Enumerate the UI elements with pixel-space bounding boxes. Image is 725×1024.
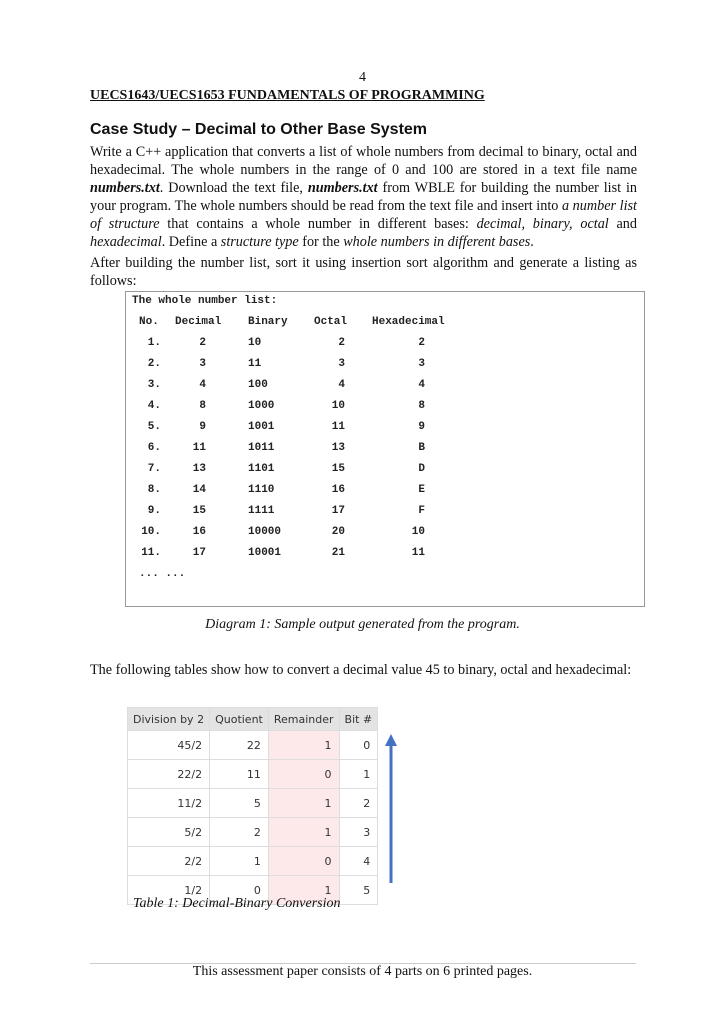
listing-cell: 15 <box>331 463 345 475</box>
table-cell: 1 <box>268 818 339 847</box>
sample-output-box <box>125 291 645 607</box>
decimal-binary-table <box>127 707 378 905</box>
listing-cell: 11. <box>141 547 161 559</box>
listing-cell: 2 <box>199 337 206 349</box>
listing-row <box>126 505 644 519</box>
listing-cell: 7. <box>147 463 161 475</box>
listing-cell: D <box>418 463 425 475</box>
table-cell: 1 <box>268 731 339 760</box>
table-cell: 3 <box>339 818 378 847</box>
listing-cell: 2 <box>338 337 345 349</box>
column-header: No. <box>139 316 159 328</box>
listing-cell: 10. <box>141 526 161 538</box>
description-paragraph <box>90 143 637 251</box>
table-header-cell: Division by 2 <box>128 708 210 731</box>
listing-cell: 11 <box>331 421 345 433</box>
table-header-cell: Quotient <box>210 708 269 731</box>
listing-cell: 6. <box>147 442 161 454</box>
text-run: . Download the text file, <box>159 180 308 196</box>
table-cell: 11/2 <box>128 789 210 818</box>
listing-row <box>126 358 644 372</box>
listing-cell: 1. <box>147 337 161 349</box>
table-cell: 1 <box>339 760 378 789</box>
table-cell: 11 <box>210 760 269 789</box>
table-cell: 1 <box>268 789 339 818</box>
up-arrow-icon <box>384 733 398 885</box>
listing-title <box>126 295 644 309</box>
listing-cell: 10 <box>331 400 345 412</box>
table-cell: 1 <box>210 847 269 876</box>
column-header: Octal <box>314 316 348 328</box>
listing-cell: 1001 <box>248 421 275 433</box>
listing-cell: 1111 <box>248 505 275 517</box>
table-cell: 22 <box>210 731 269 760</box>
listing-cell: 10001 <box>248 547 282 559</box>
column-header: Hexadecimal <box>372 316 445 328</box>
table-cell: 1 <box>268 876 339 905</box>
listing-row <box>126 421 644 435</box>
table-header-cell: Bit # <box>339 708 378 731</box>
listing-row <box>126 379 644 393</box>
listing-cell: 8. <box>147 484 161 496</box>
listing-cell: 1110 <box>248 484 275 496</box>
listing-cell: 8 <box>199 400 206 412</box>
listing-cell: 11 <box>192 442 206 454</box>
listing-cell: 10 <box>411 526 425 538</box>
listing-row <box>126 337 644 351</box>
text-run: whole numbers in different bases <box>343 234 531 250</box>
table-cell: 2 <box>339 789 378 818</box>
listing-cell: 11 <box>411 547 425 559</box>
listing-cell: 10 <box>248 337 262 349</box>
listing-cell: 14 <box>192 484 206 496</box>
table-row <box>128 789 378 818</box>
text-run: Write a C++ application that converts a list of whole numbers from decimal to binary, octal and hexadecimal. The whole numbers in the range of 0 and 100 are stored in a text file name <box>90 144 637 178</box>
listing-cell: 10000 <box>248 526 282 538</box>
table-cell: 1/2 <box>128 876 210 905</box>
listing-cell: 9. <box>147 505 161 517</box>
text-run: . <box>530 234 534 250</box>
text-run: for the <box>298 234 344 250</box>
text-run: a number list of structure <box>90 198 637 232</box>
listing-title-text: The whole number list: <box>132 295 278 307</box>
table-cell: 0 <box>339 731 378 760</box>
listing-cell: 20 <box>331 526 345 538</box>
listing-cell: 17 <box>331 505 345 517</box>
listing-cell: 9 <box>418 421 425 433</box>
column-header: Decimal <box>175 316 222 328</box>
table-row <box>128 847 378 876</box>
listing-row <box>126 442 644 456</box>
footer-text: This assessment paper consists of 4 parts on 6 printed pages. <box>192 964 533 979</box>
listing-cell: 4. <box>147 400 161 412</box>
listing-row <box>126 484 644 498</box>
table-caption: Table 1: Decimal-Binary Conversion <box>133 896 341 911</box>
listing-cell: 21 <box>331 547 345 559</box>
table-cell: 0 <box>210 876 269 905</box>
listing-cell: 4 <box>338 379 345 391</box>
ellipsis-text: ... ... <box>139 568 186 580</box>
table-cell: 5/2 <box>128 818 210 847</box>
table-cell: 2 <box>210 818 269 847</box>
listing-cell: 3 <box>199 358 206 370</box>
text-run: . Define a <box>161 234 221 250</box>
listing-cell: B <box>418 442 425 454</box>
listing-cell: 2 <box>418 337 425 349</box>
listing-cell: E <box>418 484 425 496</box>
listing-cell: 13 <box>192 463 206 475</box>
listing-row <box>126 526 644 540</box>
table-cell: 5 <box>210 789 269 818</box>
listing-cell: 16 <box>331 484 345 496</box>
table-cell: 2/2 <box>128 847 210 876</box>
table-header-cell: Remainder <box>268 708 339 731</box>
listing-cell: 3. <box>147 379 161 391</box>
page-number: 4 <box>359 70 366 85</box>
section-title: Case Study – Decimal to Other Base System <box>90 121 428 138</box>
listing-ellipsis <box>126 568 644 582</box>
listing-cell: 4 <box>418 379 425 391</box>
listing-cell: 17 <box>192 547 206 559</box>
text-run: numbers.txt <box>307 180 378 196</box>
listing-cell: 2. <box>147 358 161 370</box>
listing-cell: F <box>418 505 425 517</box>
tables-intro: The following tables show how to convert a decimal value 45 to binary, octal and hexadecimal: <box>90 662 632 678</box>
table-cell: 0 <box>268 847 339 876</box>
table-cell: 4 <box>339 847 378 876</box>
text-run: numbers.txt <box>90 180 160 196</box>
listing-row <box>126 400 644 414</box>
listing-row <box>126 547 644 561</box>
diagram-caption: Diagram 1: Sample output generated from the program. <box>205 617 520 632</box>
text-run: that contains a whole number in different bases: <box>159 216 477 232</box>
table-row <box>128 818 378 847</box>
text-run: decimal, binary, octal <box>476 216 609 232</box>
listing-cell: 3 <box>338 358 345 370</box>
listing-cell: 100 <box>248 379 268 391</box>
table-cell: 22/2 <box>128 760 210 789</box>
listing-cell: 5. <box>147 421 161 433</box>
listing-cell: 4 <box>199 379 206 391</box>
column-header: Binary <box>248 316 288 328</box>
listing-header <box>126 316 644 330</box>
course-header: UECS1643/UECS1653 FUNDAMENTALS OF PROGRAMMING <box>90 88 485 103</box>
listing-cell: 15 <box>192 505 206 517</box>
listing-cell: 1011 <box>248 442 275 454</box>
listing-cell: 13 <box>331 442 345 454</box>
text-run: and <box>608 216 637 232</box>
listing-cell: 8 <box>418 400 425 412</box>
listing-row <box>126 463 644 477</box>
listing-cell: 3 <box>418 358 425 370</box>
listing-cell: 11 <box>248 358 262 370</box>
text-run: structure type <box>220 234 299 250</box>
listing-cell: 9 <box>199 421 206 433</box>
listing-cell: 1000 <box>248 400 275 412</box>
table-row <box>128 731 378 760</box>
table-cell: 0 <box>268 760 339 789</box>
table-cell: 5 <box>339 876 378 905</box>
instruction-paragraph: After building the number list, sort it using insertion sort algorithm and generate a listing as follows: <box>90 255 637 289</box>
table-row <box>128 760 378 789</box>
text-run: from WBLE for building the number list in your program. The whole numbers should be read from the text file and insert into <box>90 180 637 214</box>
table-cell: 45/2 <box>128 731 210 760</box>
listing-cell: 1101 <box>248 463 275 475</box>
text-run: hexadecimal <box>90 234 162 250</box>
listing-cell: 16 <box>192 526 206 538</box>
